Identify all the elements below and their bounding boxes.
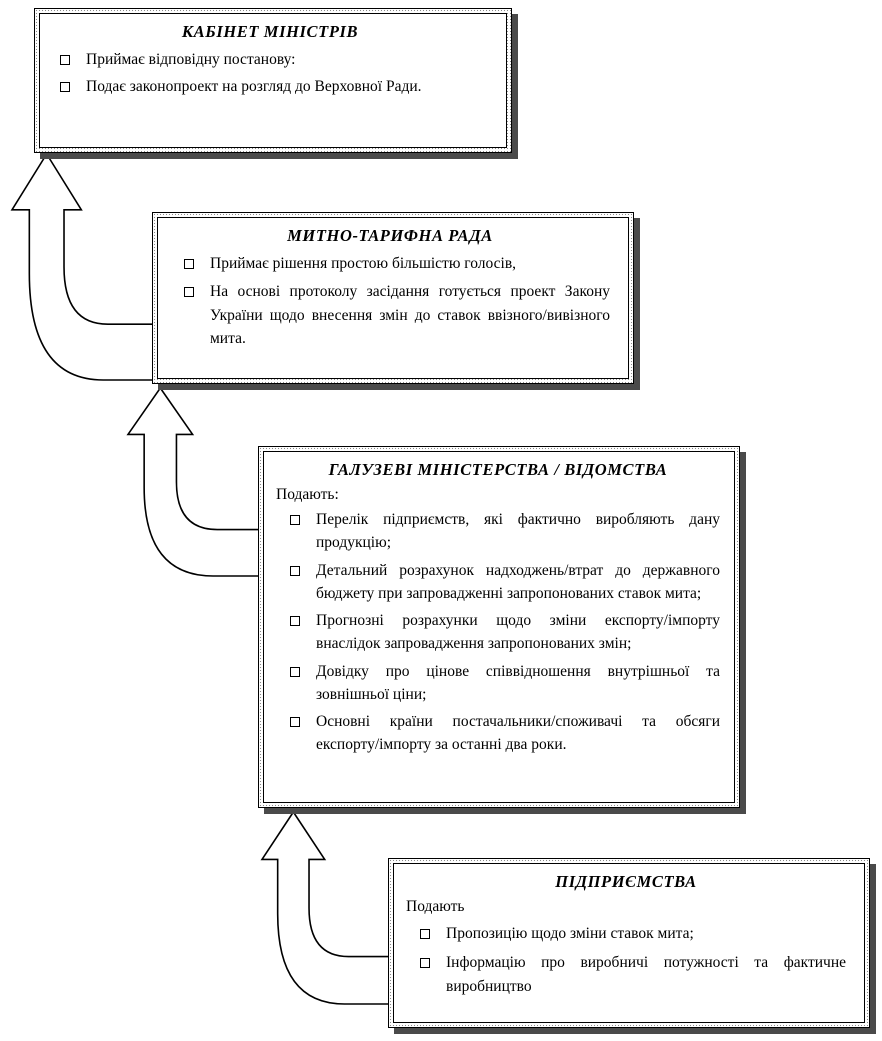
arrow-ministries-to-council-icon (128, 388, 264, 576)
square-bullet-icon (290, 616, 300, 626)
square-bullet-icon (60, 55, 70, 65)
box-branch-ministries-intro: Подають: (276, 486, 339, 503)
box-enterprises-items (404, 922, 848, 998)
list-item (404, 922, 848, 945)
square-bullet-icon (290, 717, 300, 727)
list-item (274, 508, 722, 555)
list-item (274, 559, 722, 606)
box-enterprises-title: ПІДПРИЄМСТВА (555, 872, 697, 891)
list-item (274, 609, 722, 656)
item-text: Приймає відповідну постанову: (86, 51, 296, 68)
square-bullet-icon (290, 515, 300, 525)
item-text: Пропозицію щодо зміни ставок мита; (446, 925, 694, 942)
arrow-enterprises-to-ministries-icon (262, 812, 394, 1004)
square-bullet-icon (184, 259, 194, 269)
box-customs-tariff-council-items (168, 252, 612, 350)
box-branch-ministries-body (263, 451, 735, 803)
box-cabinet-items (50, 48, 490, 99)
arrow-council-to-cabinet-icon (12, 154, 158, 380)
list-item (274, 660, 722, 707)
list-item (168, 252, 612, 275)
item-text: Основні країни постачальники/споживачі та обсяги експорту/імпорту за останні два роки. (316, 713, 720, 754)
box-branch-ministries-title: ГАЛУЗЕВІ МІНІСТЕРСТВА / ВІДОМСТВА (328, 460, 668, 479)
item-text: Детальний розрахунок надходжень/втрат до державного бюджету при запровадженні запропонованих ставок мита; (316, 561, 720, 602)
item-text: Прогнозні розрахунки щодо зміни експорту/імпорту внаслідок запровадження запропонованих змін; (316, 612, 720, 653)
item-text: Подає законопроект на розгляд до Верховної Ради. (86, 78, 422, 96)
list-item (168, 280, 612, 350)
box-customs-tariff-council (152, 212, 634, 384)
box-cabinet-title: КАБІНЕТ МІНІСТРІВ (181, 22, 359, 41)
square-bullet-icon (184, 287, 194, 297)
item-text: Перелік підприємств, які фактично виробляють дану продукцію; (316, 511, 720, 552)
list-item (404, 951, 848, 998)
box-customs-tariff-council-body (157, 217, 629, 379)
square-bullet-icon (290, 566, 300, 576)
square-bullet-icon (420, 958, 430, 968)
list-item (50, 48, 490, 71)
item-text: Довідку про цінове співвідношення внутрішньої та зовнішньої ціни; (316, 662, 720, 703)
box-branch-ministries-items (274, 508, 722, 757)
box-customs-tariff-council-title: МИТНО-ТАРИФНА РАДА (287, 226, 493, 245)
box-cabinet (34, 8, 512, 153)
box-branch-ministries (258, 446, 740, 808)
item-text: Приймає рішення простою більшістю голосів, (210, 255, 517, 272)
item-text: На основі протоколу засідання готується проект Закону України щодо внесення змін до ставок ввізного/вивізного мита. (210, 283, 610, 347)
square-bullet-icon (60, 82, 70, 92)
list-item (50, 75, 490, 98)
box-enterprises (388, 858, 870, 1028)
box-enterprises-body (393, 863, 865, 1023)
list-item (274, 710, 722, 757)
box-cabinet-body (39, 13, 507, 148)
square-bullet-icon (420, 929, 430, 939)
item-text: Інформацію про виробничі потужності та фактичне виробництво (446, 954, 846, 995)
square-bullet-icon (290, 667, 300, 677)
box-enterprises-intro: Подають (406, 898, 465, 915)
